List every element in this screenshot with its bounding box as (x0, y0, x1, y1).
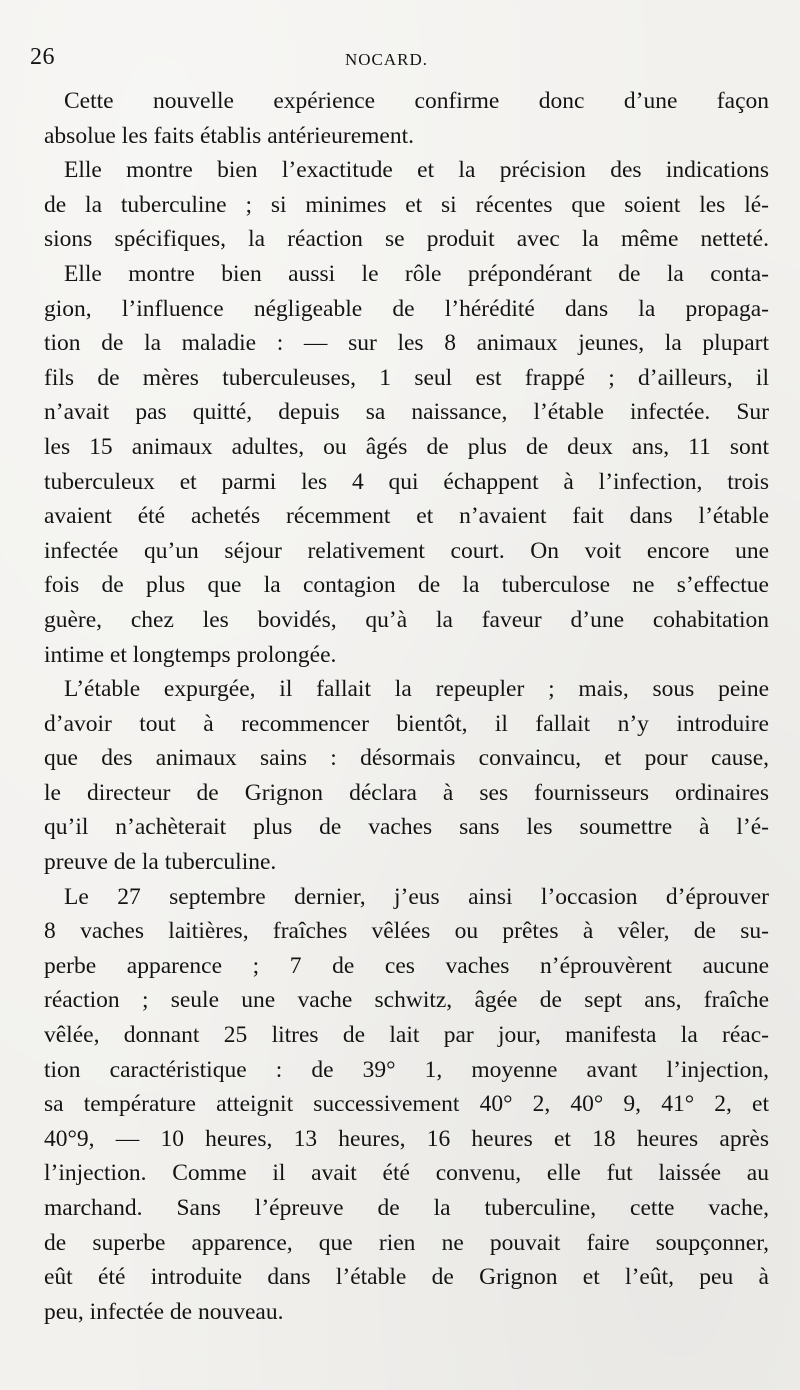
text-line: 40°9, — 10 heures, 13 heures, 16 heures et 18 heures après (44, 1125, 769, 1152)
text-line: tuberculeux et parmi les 4 qui échappent à l’infection, trois (44, 468, 769, 495)
text-line: vêlée, donnant 25 litres de lait par jour, manifesta la réac- (44, 1022, 769, 1049)
text-line: d’avoir tout à recommencer bientôt, il fallait n’y introduire (44, 710, 769, 737)
text-line: eût été introduite dans l’étable de Grignon et l’eût, peu à (44, 1264, 769, 1291)
text-line: les 15 animaux adultes, ou âgés de plus de deux ans, 11 sont (44, 433, 769, 460)
text-line: avaient été achetés récemment et n’avaient fait dans l’étable (44, 503, 769, 530)
text-line: sa température atteignit successivement 40° 2, 40° 9, 41° 2, et (44, 1091, 769, 1118)
text-line: L’étable expurgée, il fallait la repeupler ; mais, sous peine (64, 676, 769, 703)
text-line: peu, infectée de nouveau. (44, 1298, 284, 1325)
text-line: de superbe apparence, que rien ne pouvait faire soupçonner, (44, 1229, 769, 1256)
text-line: Elle montre bien aussi le rôle prépondérant de la conta- (64, 260, 769, 287)
text-line: intime et longtemps prolongée. (44, 641, 337, 668)
text-line: perbe apparence ; 7 de ces vaches n’éprouvèrent aucune (44, 952, 769, 979)
text-line: fois de plus que la contagion de la tuberculose ne s’effectue (44, 572, 769, 599)
text-line: preuve de la tuberculine. (44, 849, 277, 876)
text-line: n’avait pas quitté, depuis sa naissance, l’étable infectée. Sur (44, 399, 769, 426)
text-line: fils de mères tuberculeuses, 1 seul est frappé ; d’ailleurs, il (44, 364, 769, 391)
text-line: infectée qu’un séjour relativement court. On voit encore une (44, 537, 769, 564)
text-line: Le 27 septembre dernier, j’eus ainsi l’occasion d’éprouver (64, 883, 769, 910)
text-line: Cette nouvelle expérience confirme donc d’une façon (64, 88, 769, 114)
text-line: absolue les faits établis antérieurement. (44, 122, 414, 149)
text-line: guère, chez les bovidés, qu’à la faveur d’une cohabitation (44, 606, 769, 633)
page-number: 26 (30, 44, 55, 70)
text-line: réaction ; seule une vache schwitz, âgée de sept ans, fraîche (44, 987, 769, 1014)
page-header (30, 44, 770, 74)
running-head: NOCARD. (345, 50, 429, 69)
text-line: 8 vaches laitières, fraîches vêlées ou prêtes à vêler, de su- (44, 918, 769, 945)
text-line: Elle montre bien l’exactitude et la précision des indications (64, 157, 769, 184)
text-line: de la tuberculine ; si minimes et si récentes que soient les lé- (44, 191, 769, 218)
text-line: que des animaux sains : désormais convaincu, et pour cause, (44, 745, 769, 772)
text-line: tion de la maladie : — sur les 8 animaux jeunes, la plupart (44, 330, 769, 357)
text-line: le directeur de Grignon déclara à ses fournisseurs ordinaires (44, 779, 769, 806)
text-line: marchand. Sans l’épreuve de la tuberculine, cette vache, (44, 1195, 769, 1221)
text-line: sions spécifiques, la réaction se produit avec la même netteté. (44, 226, 769, 253)
body-text (44, 84, 769, 1329)
text-line: l’injection. Comme il avait été convenu, elle fut laissée au (44, 1160, 769, 1187)
text-line: tion caractéristique : de 39° 1, moyenne avant l’injection, (44, 1056, 769, 1083)
text-line: qu’il n’achèterait plus de vaches sans les soumettre à l’é- (44, 814, 769, 841)
text-line: gion, l’influence négligeable de l’hérédité dans la propaga- (44, 295, 769, 322)
